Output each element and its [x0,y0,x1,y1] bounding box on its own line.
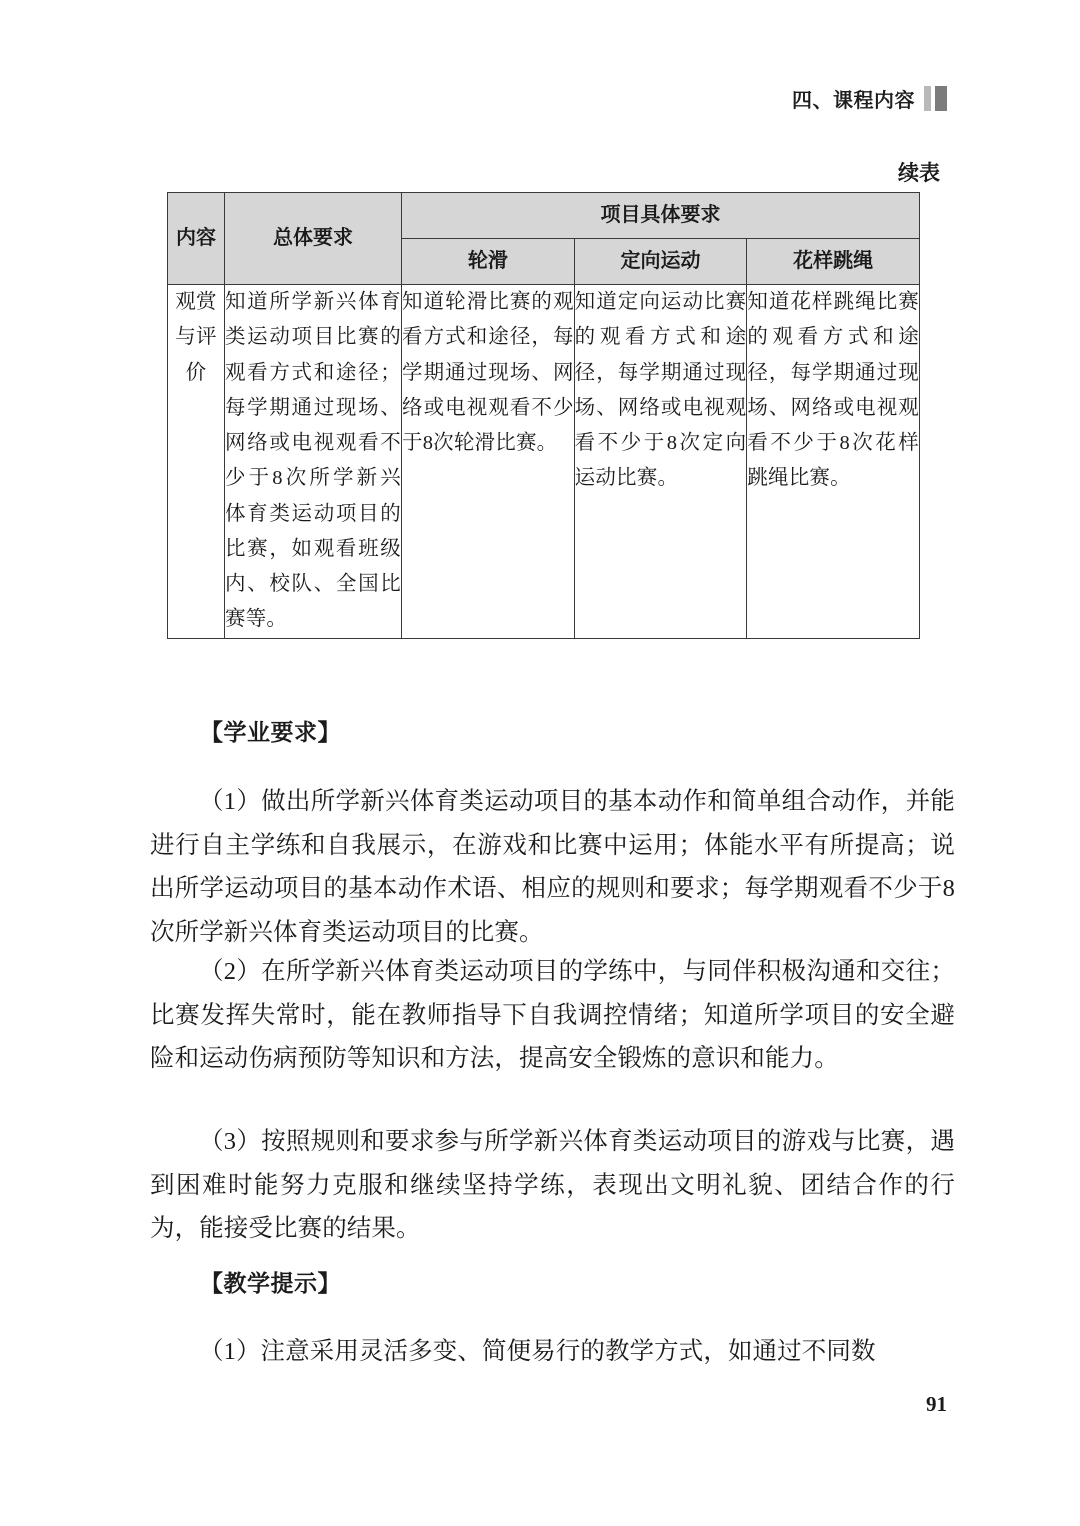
table-caption: 续表 [898,161,940,185]
light-bar-icon [924,86,931,111]
table-header-row-1 [168,193,920,239]
dark-bar-icon [935,86,947,111]
section-heading-teaching-tips: 【教学提示】 [200,1271,341,1296]
running-header [792,84,947,113]
cell-ropeskipping: 知道花样跳绳比赛的观看方式和途径，每学期通过现场、网络或电视观看不少于8次花样跳绳比赛。 [747,285,920,639]
table-body [168,285,920,639]
paragraph-academic-1: （1）做出所学新兴体育类运动项目的基本动作和简单组合动作，并能进行自主学练和自我展示，在游戏和比赛中运用；体能水平有所提高；说出所学运动项目的基本动作术语、相应的规则和要求；每学期观看不少于8次所学新兴体育类运动项目的比赛。 [150,788,955,946]
cell-rollerskating: 知道轮滑比赛的观看方式和途径，每学期通过现场、网络或电视观看不少于8次轮滑比赛。 [402,285,575,639]
section-heading-academic-requirements: 【学业要求】 [200,720,341,745]
header-content: 内容 [168,193,225,285]
header-sub-orienteering: 定向运动 [574,239,747,285]
table-row [168,285,920,639]
paragraph-academic-2: （2）在所学新兴体育类运动项目的学练中，与同伴积极沟通和交往；比赛发挥失常时，能在教师指导下自我调控情绪；知道所学项目的安全避险和运动伤病预防等知识和方法，提高安全锻炼的意识和能力。 [150,958,955,1073]
curriculum-table [167,192,920,639]
header-sub-rollerskating: 轮滑 [402,239,575,285]
table-header [168,193,920,285]
header-overall-requirement: 总体要求 [225,193,402,285]
header-bars-decoration [924,86,947,111]
cell-orienteering: 知道定向运动比赛的观看方式和途径，每学期通过现场、网络或电视观看不少于8次定向运动比赛。 [574,285,747,639]
page-number: 91 [926,1392,947,1416]
header-project-specific-group: 项目具体要求 [402,193,920,239]
header-sub-ropeskipping: 花样跳绳 [747,239,920,285]
row-label-appreciation-evaluation: 观赏与评价 [168,285,225,639]
chapter-title: 四、课程内容 [792,90,915,112]
paragraph-teaching-1: （1）注意采用灵活多变、简便易行的教学方式，如通过不同数 [199,1338,876,1365]
paragraph-academic-3: （3）按照规则和要求参与所学新兴体育类运动项目的游戏与比赛，遇到困难时能努力克服和继续坚持学练，表现出文明礼貌、团结合作的行为，能接受比赛的结果。 [150,1128,955,1243]
cell-overall-requirement: 知道所学新兴体育类运动项目比赛的观看方式和途径；每学期通过现场、网络或电视观看不少于8次所学新兴体育类运动项目的比赛，如观看班级内、校队、全国比赛等。 [225,285,402,639]
